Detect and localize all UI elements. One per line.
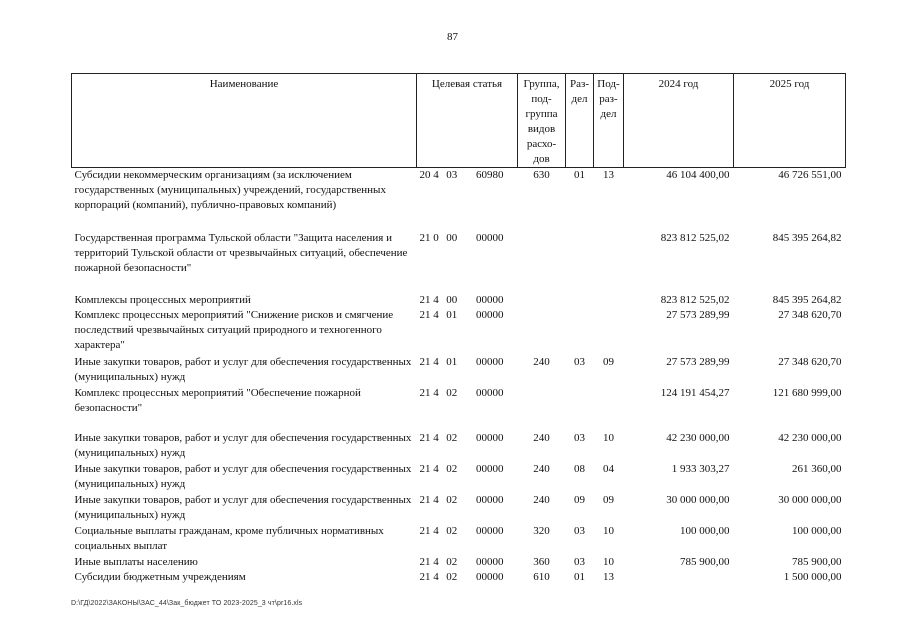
row-name: Иные закупки товаров, работ и услуг для обеспечения государственных (муниципальных) нужд (74, 493, 412, 521)
row-amount-2024: 30 000 000,00 (666, 493, 730, 506)
row-target-code: 21 4 01 00000 (419, 308, 504, 321)
header-group: Группа, под- группа видов расхо- дов (518, 74, 566, 168)
table-row (72, 355, 846, 386)
row-amount-2025: 1 500 000,00 (783, 570, 842, 583)
file-path-footer: D:\ГД\2022\ЗАКОНЫ\ЗАС_44\Зак_бюджет ТО 2023-2025_3 чт\pr16.xls (71, 600, 303, 607)
row-name: Иные выплаты населению (74, 555, 198, 568)
row-amount-2025: 30 000 000,00 (778, 493, 842, 506)
header-target: Целевая статья (417, 74, 518, 168)
row-group (518, 308, 566, 355)
row-target-code: 21 4 02 00000 (419, 493, 504, 506)
table-row (72, 293, 846, 308)
row-subsection (594, 231, 624, 293)
row-amount-2025: 100 000,00 (792, 524, 842, 537)
row-name: Комплекс процессных мероприятий "Снижение рисков и смягчение последствий чрезвычайных ситуаций природного и техногенного характера" (74, 308, 394, 351)
row-group: 240 (533, 355, 550, 368)
row-section (566, 293, 594, 308)
row-amount-2025: 27 348 620,70 (778, 355, 842, 368)
row-name: Социальные выплаты гражданам, кроме публичных нормативных социальных выплат (74, 524, 384, 552)
row-amount-2025: 845 395 264,82 (772, 293, 842, 306)
table-row (72, 308, 846, 355)
row-group (518, 293, 566, 308)
row-target-code: 21 4 00 00000 (419, 293, 504, 306)
row-subsection: 10 (603, 431, 614, 444)
table-row (72, 168, 846, 231)
row-amount-2024: 1 933 303,27 (671, 462, 730, 475)
row-section: 03 (574, 431, 585, 444)
row-target-code: 21 0 00 00000 (419, 231, 504, 244)
row-amount-2025: 46 726 551,00 (778, 169, 842, 181)
row-group: 240 (533, 431, 550, 444)
budget-table (71, 73, 846, 585)
table-row (72, 386, 846, 431)
row-amount-2024: 46 104 400,00 (666, 169, 730, 181)
table-row (72, 462, 846, 493)
table-row (72, 524, 846, 555)
table-row (72, 493, 846, 524)
row-name: Субсидии бюджетным учреждениям (74, 570, 246, 583)
row-amount-2025: 845 395 264,82 (772, 231, 842, 244)
row-section: 09 (574, 493, 585, 506)
row-amount-2024: 100 000,00 (680, 524, 730, 537)
row-amount-2024: 823 812 525,02 (660, 293, 730, 306)
row-subsection: 09 (603, 493, 614, 506)
row-section (566, 231, 594, 293)
row-section: 01 (574, 570, 585, 583)
row-amount-2025: 261 360,00 (792, 462, 842, 475)
row-subsection: 09 (603, 355, 614, 368)
row-subsection (594, 386, 624, 431)
header-year-2025: 2025 год (734, 74, 846, 168)
row-target-code: 20 4 03 60980 (419, 169, 504, 181)
row-name: Иные закупки товаров, работ и услуг для обеспечения государственных (муниципальных) нужд (74, 431, 412, 459)
row-group: 610 (533, 570, 550, 583)
row-target-code: 21 4 02 00000 (419, 555, 504, 568)
table-row (72, 570, 846, 585)
row-group (518, 231, 566, 293)
header-subsection: Под- раз- дел (594, 74, 624, 168)
row-amount-2024: 823 812 525,02 (660, 231, 730, 244)
row-group: 630 (533, 169, 550, 181)
row-name: Иные закупки товаров, работ и услуг для обеспечения государственных (муниципальных) нужд (74, 355, 412, 383)
row-target-code: 21 4 02 00000 (419, 462, 504, 475)
row-subsection: 10 (603, 555, 614, 568)
row-subsection (594, 308, 624, 355)
row-name: Государственная программа Тульской области "Защита населения и территорий Тульской области от чрезвычайных ситуаций, обеспечение пожарной безопасности" (74, 231, 408, 274)
row-amount-2024: 42 230 000,00 (666, 431, 730, 444)
row-group: 240 (533, 462, 550, 475)
table-body (72, 168, 846, 585)
header-name: Наименование (72, 74, 417, 168)
row-target-code: 21 4 02 00000 (419, 386, 504, 399)
row-amount-2025: 785 900,00 (792, 555, 842, 568)
row-section (566, 308, 594, 355)
row-name: Комплексы процессных мероприятий (74, 293, 251, 306)
row-section: 08 (574, 462, 585, 475)
row-group: 360 (533, 555, 550, 568)
table-header (72, 74, 846, 168)
row-amount-2025: 121 680 999,00 (772, 386, 842, 399)
row-amount-2025: 42 230 000,00 (778, 431, 842, 444)
table-row (72, 231, 846, 293)
header-section: Раз- дел (566, 74, 594, 168)
row-subsection: 13 (603, 169, 614, 181)
table-row (72, 431, 846, 462)
row-name: Субсидии некоммерческим организациям (за исключением государственных (муниципальных) учреждений, государственных корпораций (компаний), публично-правовых компаний) (74, 169, 386, 211)
row-subsection: 10 (603, 524, 614, 537)
row-amount-2025: 27 348 620,70 (778, 308, 842, 321)
row-section: 01 (574, 169, 585, 181)
row-name: Комплекс процессных мероприятий "Обеспечение пожарной безопасности" (74, 386, 361, 414)
row-section: 03 (574, 524, 585, 537)
row-section: 03 (574, 355, 585, 368)
row-subsection (594, 293, 624, 308)
row-amount-2024: 785 900,00 (680, 555, 730, 568)
row-target-code: 21 4 01 00000 (419, 355, 504, 368)
row-section (566, 386, 594, 431)
row-group (518, 386, 566, 431)
row-name: Иные закупки товаров, работ и услуг для обеспечения государственных (муниципальных) нужд (74, 462, 412, 490)
row-group: 320 (533, 524, 550, 537)
row-amount-2024: 27 573 289,99 (666, 355, 730, 368)
row-amount-2024 (624, 570, 734, 585)
row-target-code: 21 4 02 00000 (419, 524, 504, 537)
row-amount-2024: 27 573 289,99 (666, 308, 730, 321)
row-target-code: 21 4 02 00000 (419, 431, 504, 444)
row-group: 240 (533, 493, 550, 506)
header-year-2024: 2024 год (624, 74, 734, 168)
row-section: 03 (574, 555, 585, 568)
row-subsection: 04 (603, 462, 614, 475)
page-number: 87 (447, 31, 458, 43)
table-row (72, 555, 846, 570)
row-amount-2024: 124 191 454,27 (660, 386, 730, 399)
row-subsection: 13 (603, 570, 614, 583)
row-target-code: 21 4 02 00000 (419, 570, 504, 583)
